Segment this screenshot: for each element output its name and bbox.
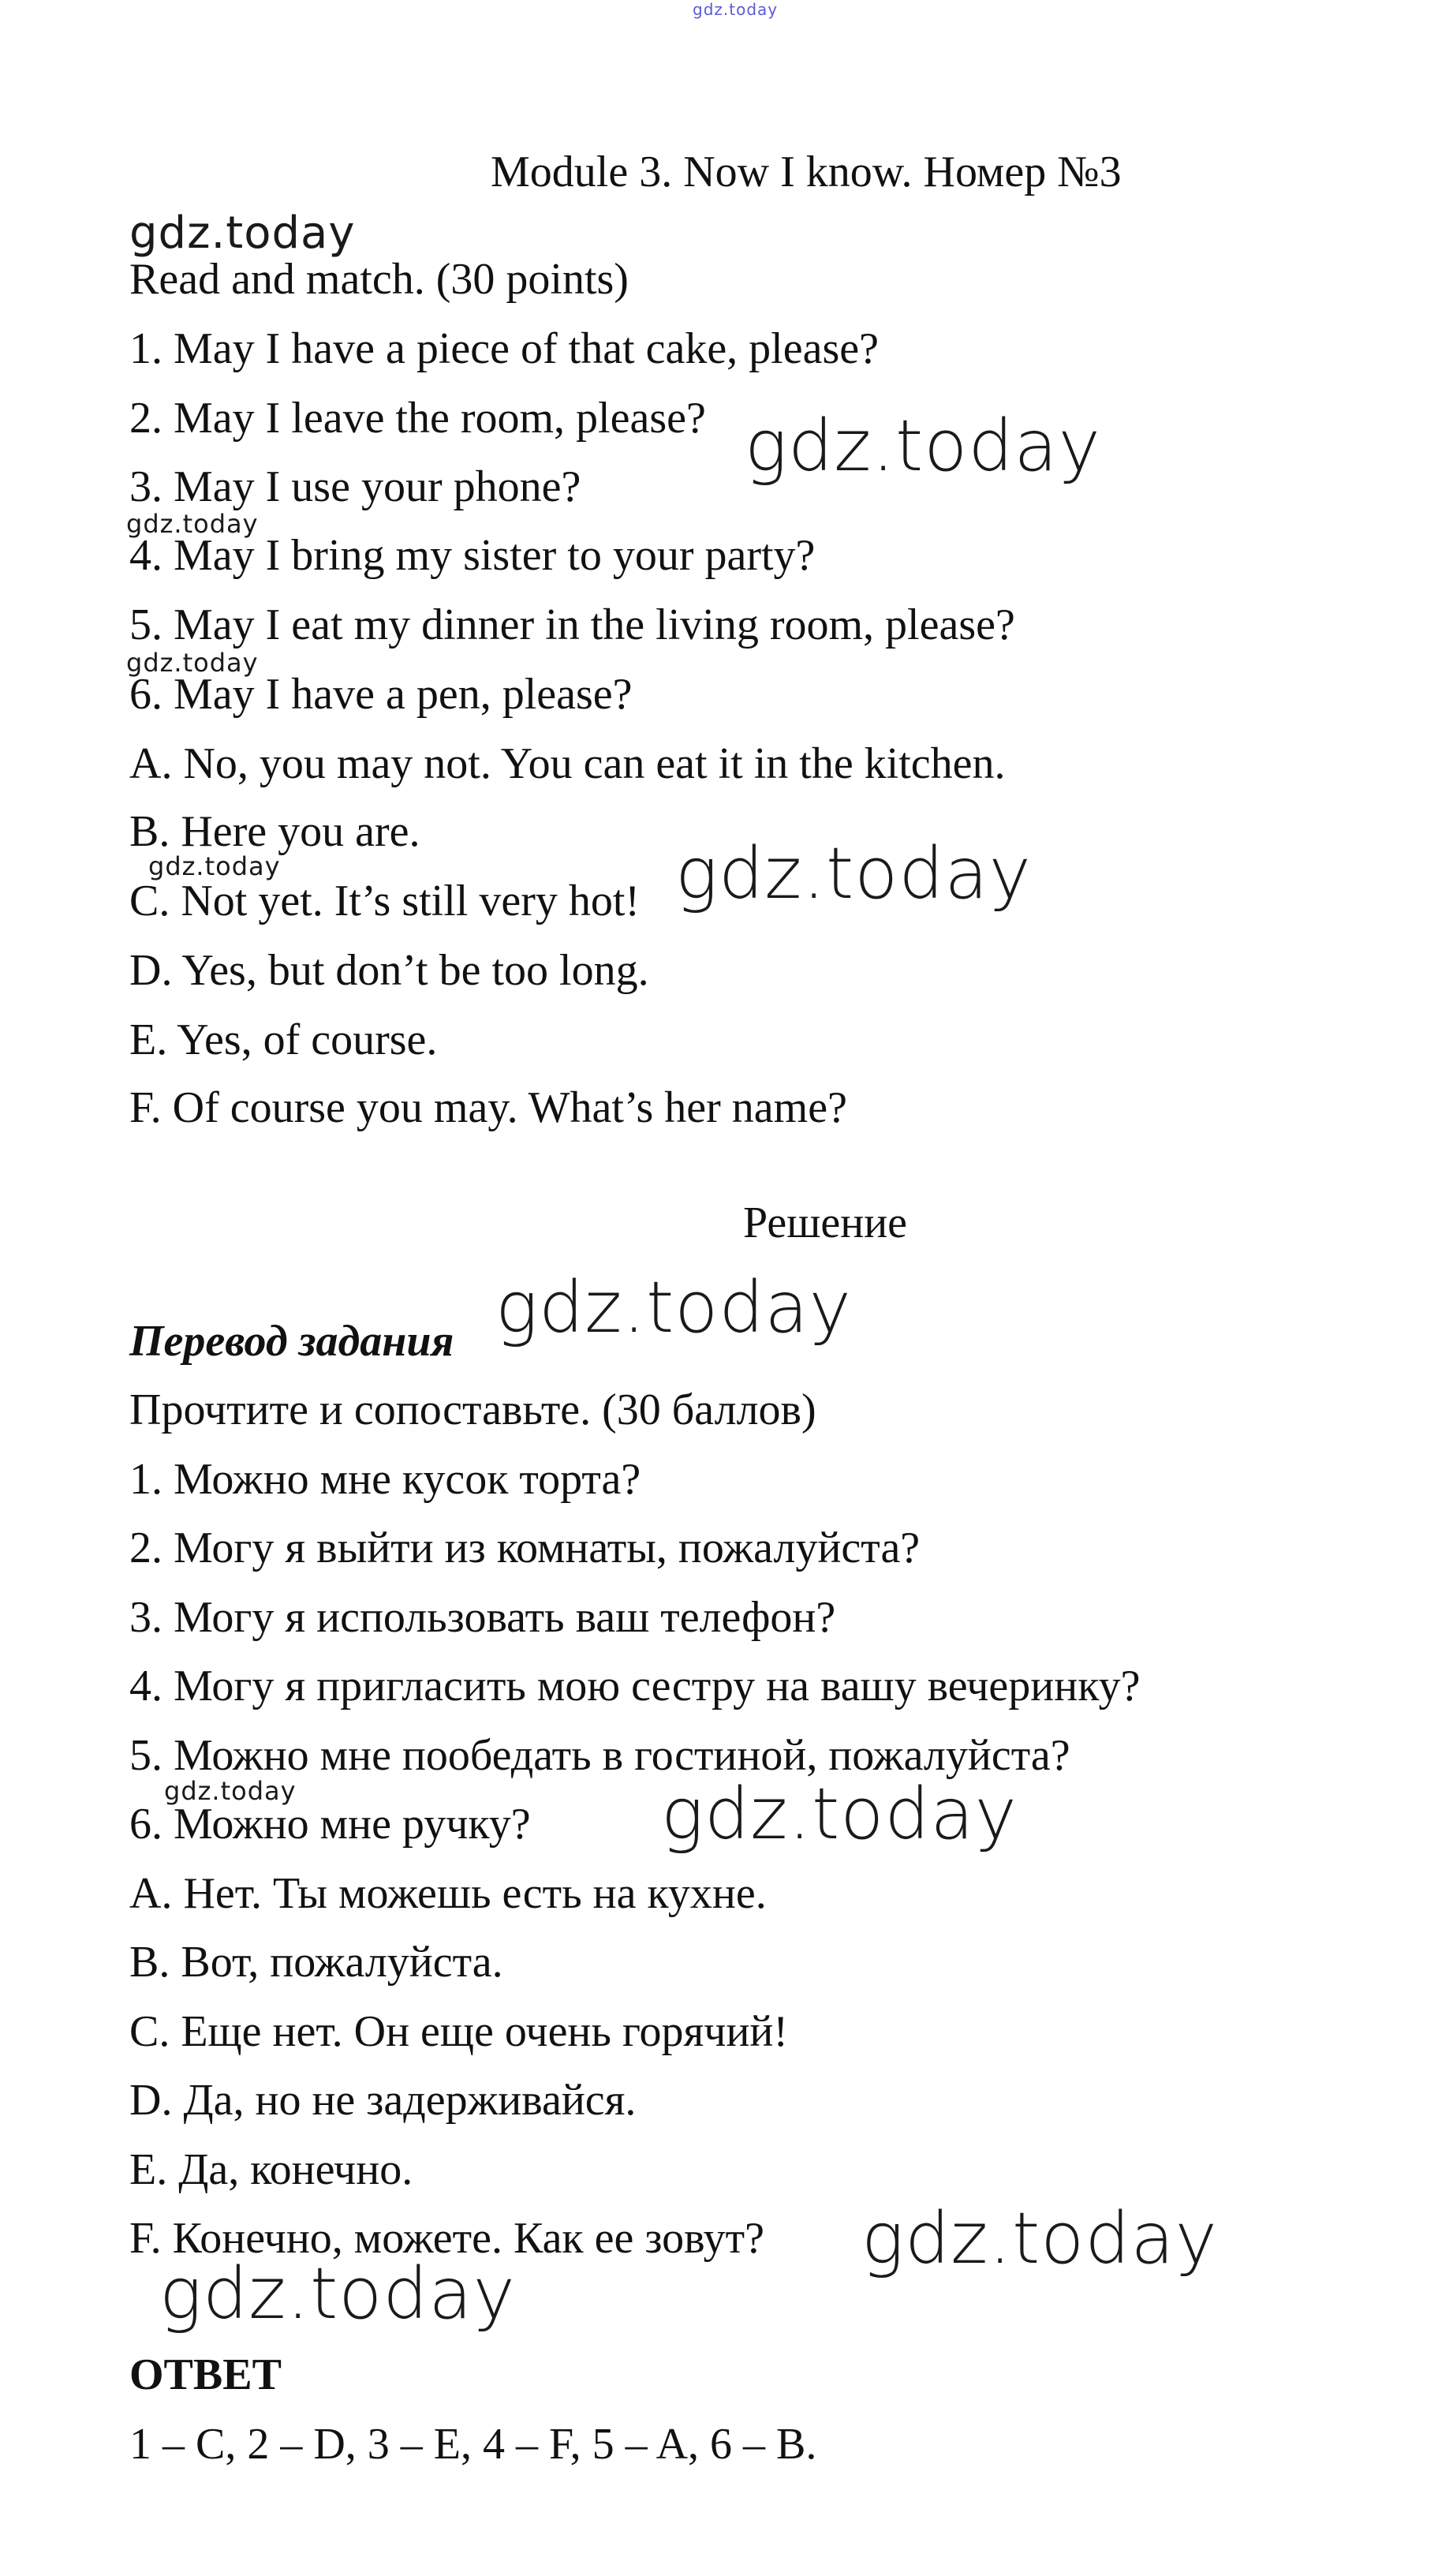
question-6: 6. May I have a pen, please? [129, 670, 633, 719]
watermark: gdz.today [661, 1773, 1018, 1856]
translation-question-4: 4. Могу я пригласить мою сестру на вашу вечеринку? [129, 1662, 1141, 1710]
translation-question-1: 1. Можно мне кусок торта? [129, 1455, 641, 1504]
answer-d: D. Yes, but don’t be too long. [129, 946, 649, 995]
question-4: 4. May I bring my sister to your party? [129, 531, 816, 580]
question-2: 2. May I leave the room, please? [129, 394, 706, 443]
watermark: gdz.today [164, 1776, 297, 1806]
watermark: gdz.today [861, 2197, 1218, 2280]
translation-answer-b: B. Вот, пожалуйста. [129, 1938, 503, 1987]
translation-answer-f: F. Конечно, можете. Как ее зовут? [129, 2214, 764, 2263]
translation-instruction: Прочтите и сопоставьте. (30 баллов) [129, 1385, 816, 1434]
translation-question-3: 3. Могу я использовать ваш телефон? [129, 1593, 836, 1642]
answer-c: C. Not yet. It’s still very hot! [129, 877, 641, 925]
translation-answer-d: D. Да, но не задерживайся. [129, 2076, 637, 2125]
translation-question-6: 6. Можно мне ручку? [129, 1800, 531, 1849]
question-3: 3. May I use your phone? [129, 462, 581, 511]
translation-question-5: 5. Можно мне пообедать в гостиной, пожалуйста? [129, 1731, 1070, 1780]
answer-e: E. Yes, of course. [129, 1015, 438, 1064]
watermark: gdz.today [495, 1266, 852, 1349]
answer-f: F. Of course you may. What’s her name? [129, 1083, 847, 1132]
watermark: gdz.today [148, 851, 281, 881]
answer-a: A. No, you may not. You can eat it in the kitchen. [129, 739, 1006, 788]
watermark: gdz.today [129, 208, 356, 259]
solution-heading: Решение [743, 1198, 908, 1247]
watermark: gdz.today [126, 648, 259, 678]
translation-answer-a: A. Нет. Ты можешь есть на кухне. [129, 1869, 767, 1918]
translation-question-2: 2. Могу я выйти из комнаты, пожалуйста? [129, 1524, 921, 1572]
answer-heading: ОТВЕТ [129, 2350, 282, 2399]
answer-text: 1 – C, 2 – D, 3 – E, 4 – F, 5 – A, 6 – B. [129, 2420, 817, 2469]
watermark: gdz.today [126, 509, 259, 539]
translation-answer-c: C. Еще нет. Он еще очень горячий! [129, 2007, 789, 2056]
answer-b: B. Here you are. [129, 807, 420, 856]
watermark: gdz.today [745, 405, 1101, 488]
question-1: 1. May I have a piece of that cake, please? [129, 324, 879, 373]
watermark: gdz.today [675, 832, 1032, 915]
translation-heading: Перевод задания [129, 1317, 454, 1366]
watermark: gdz.today [159, 2253, 516, 2335]
header-watermark: gdz.today [693, 0, 779, 19]
question-5: 5. May I eat my dinner in the living room, please? [129, 600, 1015, 649]
task-instruction: Read and match. (30 points) [129, 255, 629, 304]
page-title: Module 3. Now I know. Номер №3 [491, 148, 1122, 196]
translation-answer-e: E. Да, конечно. [129, 2145, 413, 2194]
